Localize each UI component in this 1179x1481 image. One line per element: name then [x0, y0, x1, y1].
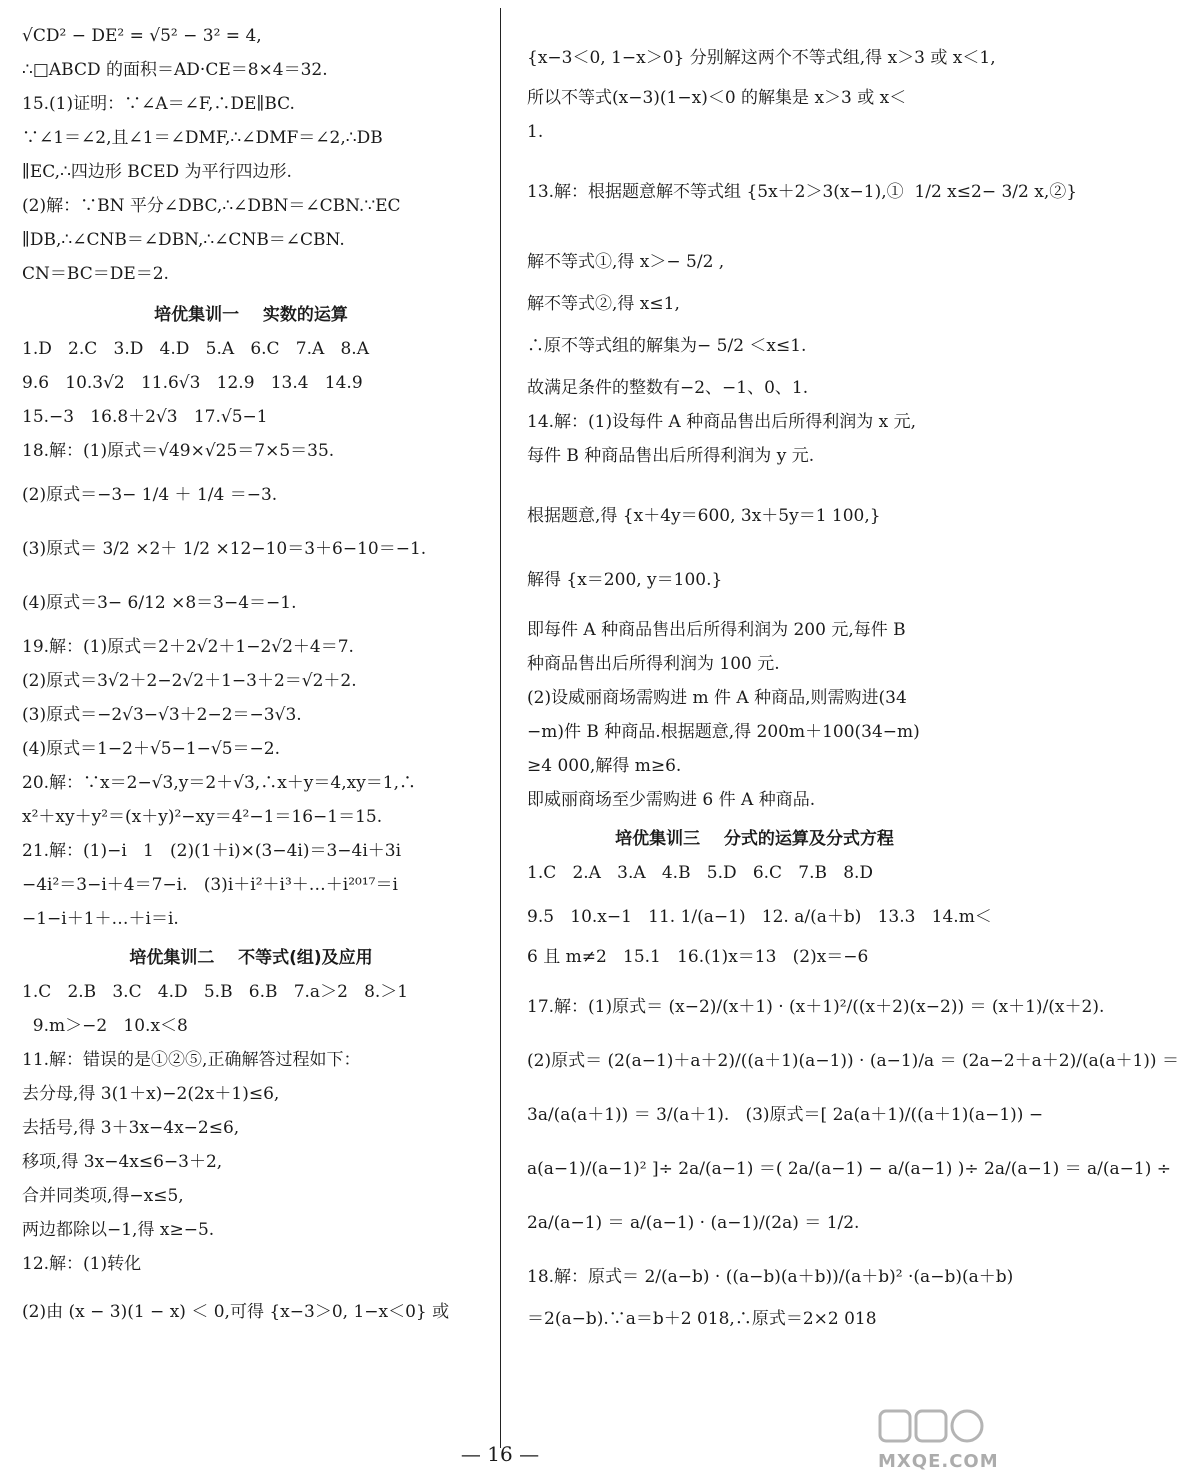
text-line: x²＋xy＋y²＝(x＋y)²−xy＝4²−1＝16−1＝15. — [22, 807, 383, 827]
text-line: ＝2(a−b).∵a＝b＋2 018,∴原式＝2×2 018 — [527, 1309, 877, 1329]
text-line: 故满足条件的整数有−2、−1、0、1. — [527, 378, 809, 398]
text-line: (2)由 (x − 3)(1 − x) ＜ 0,可得 {x−3＞0, 1−x＜0} 或 — [22, 1302, 450, 1322]
text-line: 12.解：(1)转化 — [22, 1254, 142, 1274]
text-line: 3a/(a(a＋1)) ＝ 3/(a＋1). (3)原式＝[ 2a(a＋1)/((a＋1)(a−1)) − — [527, 1105, 1044, 1125]
text-line: −4i²＝3−i＋4＝7−i. (3)i＋i²＋i³＋…＋i²⁰¹⁷＝i — [22, 875, 398, 895]
text-line: 即每件 A 种商品售出后所得利润为 200 元,每件 B — [527, 620, 906, 640]
text-line: 1.C 2.B 3.C 4.D 5.B 6.B 7.a＞2 8.＞1 — [22, 982, 409, 1002]
text-line: ∥DB,∴∠CNB＝∠DBN,∴∠CNB＝∠CBN. — [22, 230, 345, 250]
text-line: 15.−3 16.8＋2√3 17.√5−1 — [22, 407, 268, 427]
text-line: 9.6 10.3√2 11.6√3 12.9 13.4 14.9 — [22, 373, 363, 393]
text-line: 19.解：(1)原式＝2＋2√2＋1−2√2＋4＝7. — [22, 637, 354, 657]
text-line: 18.解：原式＝ 2/(a−b) · ((a−b)(a＋b))/(a＋b)² ·(a−b)(a＋b) — [527, 1267, 1014, 1287]
text-line: ∵∠1＝∠2,且∠1＝∠DMF,∴∠DMF＝∠2,∴DB — [22, 128, 383, 148]
text-line: ≥4 000,解得 m≥6. — [527, 756, 682, 776]
page-number: — 16 — — [460, 1442, 540, 1466]
text-line: 解不等式②,得 x≤1, — [527, 294, 680, 314]
section-heading-1: 培优集训一 实数的运算 — [154, 305, 348, 325]
section-heading-2: 培优集训二 不等式(组)及应用 — [129, 948, 373, 968]
watermark-text: MXQE.COM — [878, 1451, 999, 1472]
text-line: (3)原式＝−2√3−√3＋2−2＝−3√3. — [22, 705, 302, 725]
watermark-logo — [840, 1407, 999, 1477]
text-line: ∥EC,∴四边形 BCED 为平行四边形. — [22, 162, 292, 182]
text-line: 2a/(a−1) ＝ a/(a−1) · (a−1)/(2a) ＝ 1/2. — [527, 1213, 860, 1233]
text-line: 两边都除以−1,得 x≥−5. — [22, 1220, 215, 1240]
text-line: 移项,得 3x−4x≤6−3＋2, — [22, 1152, 223, 1172]
text-line: ∴□ABCD 的面积＝AD·CE＝8×4＝32. — [22, 60, 328, 80]
section-heading-3: 培优集训三 分式的运算及分式方程 — [615, 829, 894, 849]
column-divider — [500, 8, 501, 1448]
text-line: ∴原不等式组的解集为− 5/2 ＜x≤1. — [527, 336, 807, 356]
text-line: CN＝BC＝DE＝2. — [22, 264, 169, 284]
text-line: 20.解：∵x＝2−√3,y＝2＋√3,∴x＋y＝4,xy＝1,∴ — [22, 773, 417, 793]
text-line: 每件 B 种商品售出后所得利润为 y 元. — [527, 446, 815, 466]
text-line: 17.解：(1)原式＝ (x−2)/(x＋1) · (x＋1)²/((x＋2)(x−2)) ＝ (x＋1)/(x＋2). — [527, 997, 1105, 1017]
text-line: 去括号,得 3＋3x−4x−2≤6, — [22, 1118, 240, 1138]
watermark-icon — [840, 1407, 990, 1451]
right-column — [527, 14, 1179, 1329]
text-line: 15.(1)证明：∵∠A＝∠F,∴DE∥BC. — [22, 94, 295, 114]
text-line: (2)原式＝3√2＋2−2√2＋1−3＋2＝√2＋2. — [22, 671, 357, 691]
text-line: 9.m＞−2 10.x＜8 — [22, 1016, 188, 1036]
text-line: 1.C 2.A 3.A 4.B 5.D 6.C 7.B 8.D — [527, 863, 874, 883]
text-line: 种商品售出后所得利润为 100 元. — [527, 654, 780, 674]
text-line: 即威丽商场至少需购进 6 件 A 种商品. — [527, 790, 816, 810]
text-line: 13.解：根据题意解不等式组 {5x＋2＞3(x−1),① 1/2 x≤2− 3/2 x,②} — [527, 182, 1078, 202]
text-line: (4)原式＝3− 6/12 ×8＝3−4＝−1. — [22, 593, 297, 613]
text-line: 18.解：(1)原式＝√49×√25＝7×5＝35. — [22, 441, 335, 461]
text-line: 6 且 m≠2 15.1 16.(1)x＝13 (2)x＝−6 — [527, 947, 869, 967]
text-line: 合并同类项,得−x≤5, — [22, 1186, 184, 1206]
text-line: 解不等式①,得 x＞− 5/2 , — [527, 252, 725, 272]
text-line: 去分母,得 3(1＋x)−2(2x＋1)≤6, — [22, 1084, 280, 1104]
text-line: 14.解：(1)设每件 A 种商品售出后所得利润为 x 元, — [527, 412, 916, 432]
text-line: −1−i＋1＋…＋i＝i. — [22, 909, 179, 929]
text-line: 21.解：(1)−i 1 (2)(1＋i)×(3−4i)＝3−4i＋3i — [22, 841, 402, 861]
left-column — [22, 14, 480, 1322]
text-line: √CD² − DE² = √5² − 3² = 4, — [22, 26, 262, 46]
text-line: 9.5 10.x−1 11. 1/(a−1) 12. a/(a＋b) 13.3 14.m＜ — [527, 907, 992, 927]
text-line: −m)件 B 种商品.根据题意,得 200m＋100(34−m) — [527, 722, 920, 742]
text-line: (2)解：∵BN 平分∠DBC,∴∠DBN＝∠CBN.∵EC — [22, 196, 401, 216]
text-line: {x−3＜0, 1−x＞0} 分别解这两个不等式组,得 x＞3 或 x＜1, — [527, 48, 996, 68]
text-line: 根据题意,得 {x＋4y＝600, 3x＋5y＝1 100,} — [527, 506, 881, 526]
text-line: 11.解：错误的是①②⑤,正确解答过程如下： — [22, 1050, 361, 1070]
text-line: 1.D 2.C 3.D 4.D 5.A 6.C 7.A 8.A — [22, 339, 369, 359]
text-line: 所以不等式(x−3)(1−x)＜0 的解集是 x＞3 或 x＜ — [527, 88, 907, 108]
text-line: 解得 {x＝200, y＝100.} — [527, 570, 723, 590]
text-line: (3)原式＝ 3/2 ×2＋ 1/2 ×12−10＝3＋6−10＝−1. — [22, 539, 427, 559]
text-line: (4)原式＝1−2＋√5−1−√5＝−2. — [22, 739, 281, 759]
text-line: (2)原式＝ (2(a−1)＋a＋2)/((a＋1)(a−1)) · (a−1)/a ＝ (2a−2＋a＋2)/(a(a＋1)) ＝ — [527, 1051, 1179, 1071]
text-line: (2)设威丽商场需购进 m 件 A 种商品,则需购进(34 — [527, 688, 907, 708]
text-line: a(a−1)/(a−1)² ]÷ 2a/(a−1) ＝( 2a/(a−1) − a/(a−1) )÷ 2a/(a−1) ＝ a/(a−1) ÷ — [527, 1159, 1171, 1179]
text-line: 1. — [527, 122, 544, 142]
text-line: (2)原式＝−3− 1/4 ＋ 1/4 ＝−3. — [22, 485, 278, 505]
